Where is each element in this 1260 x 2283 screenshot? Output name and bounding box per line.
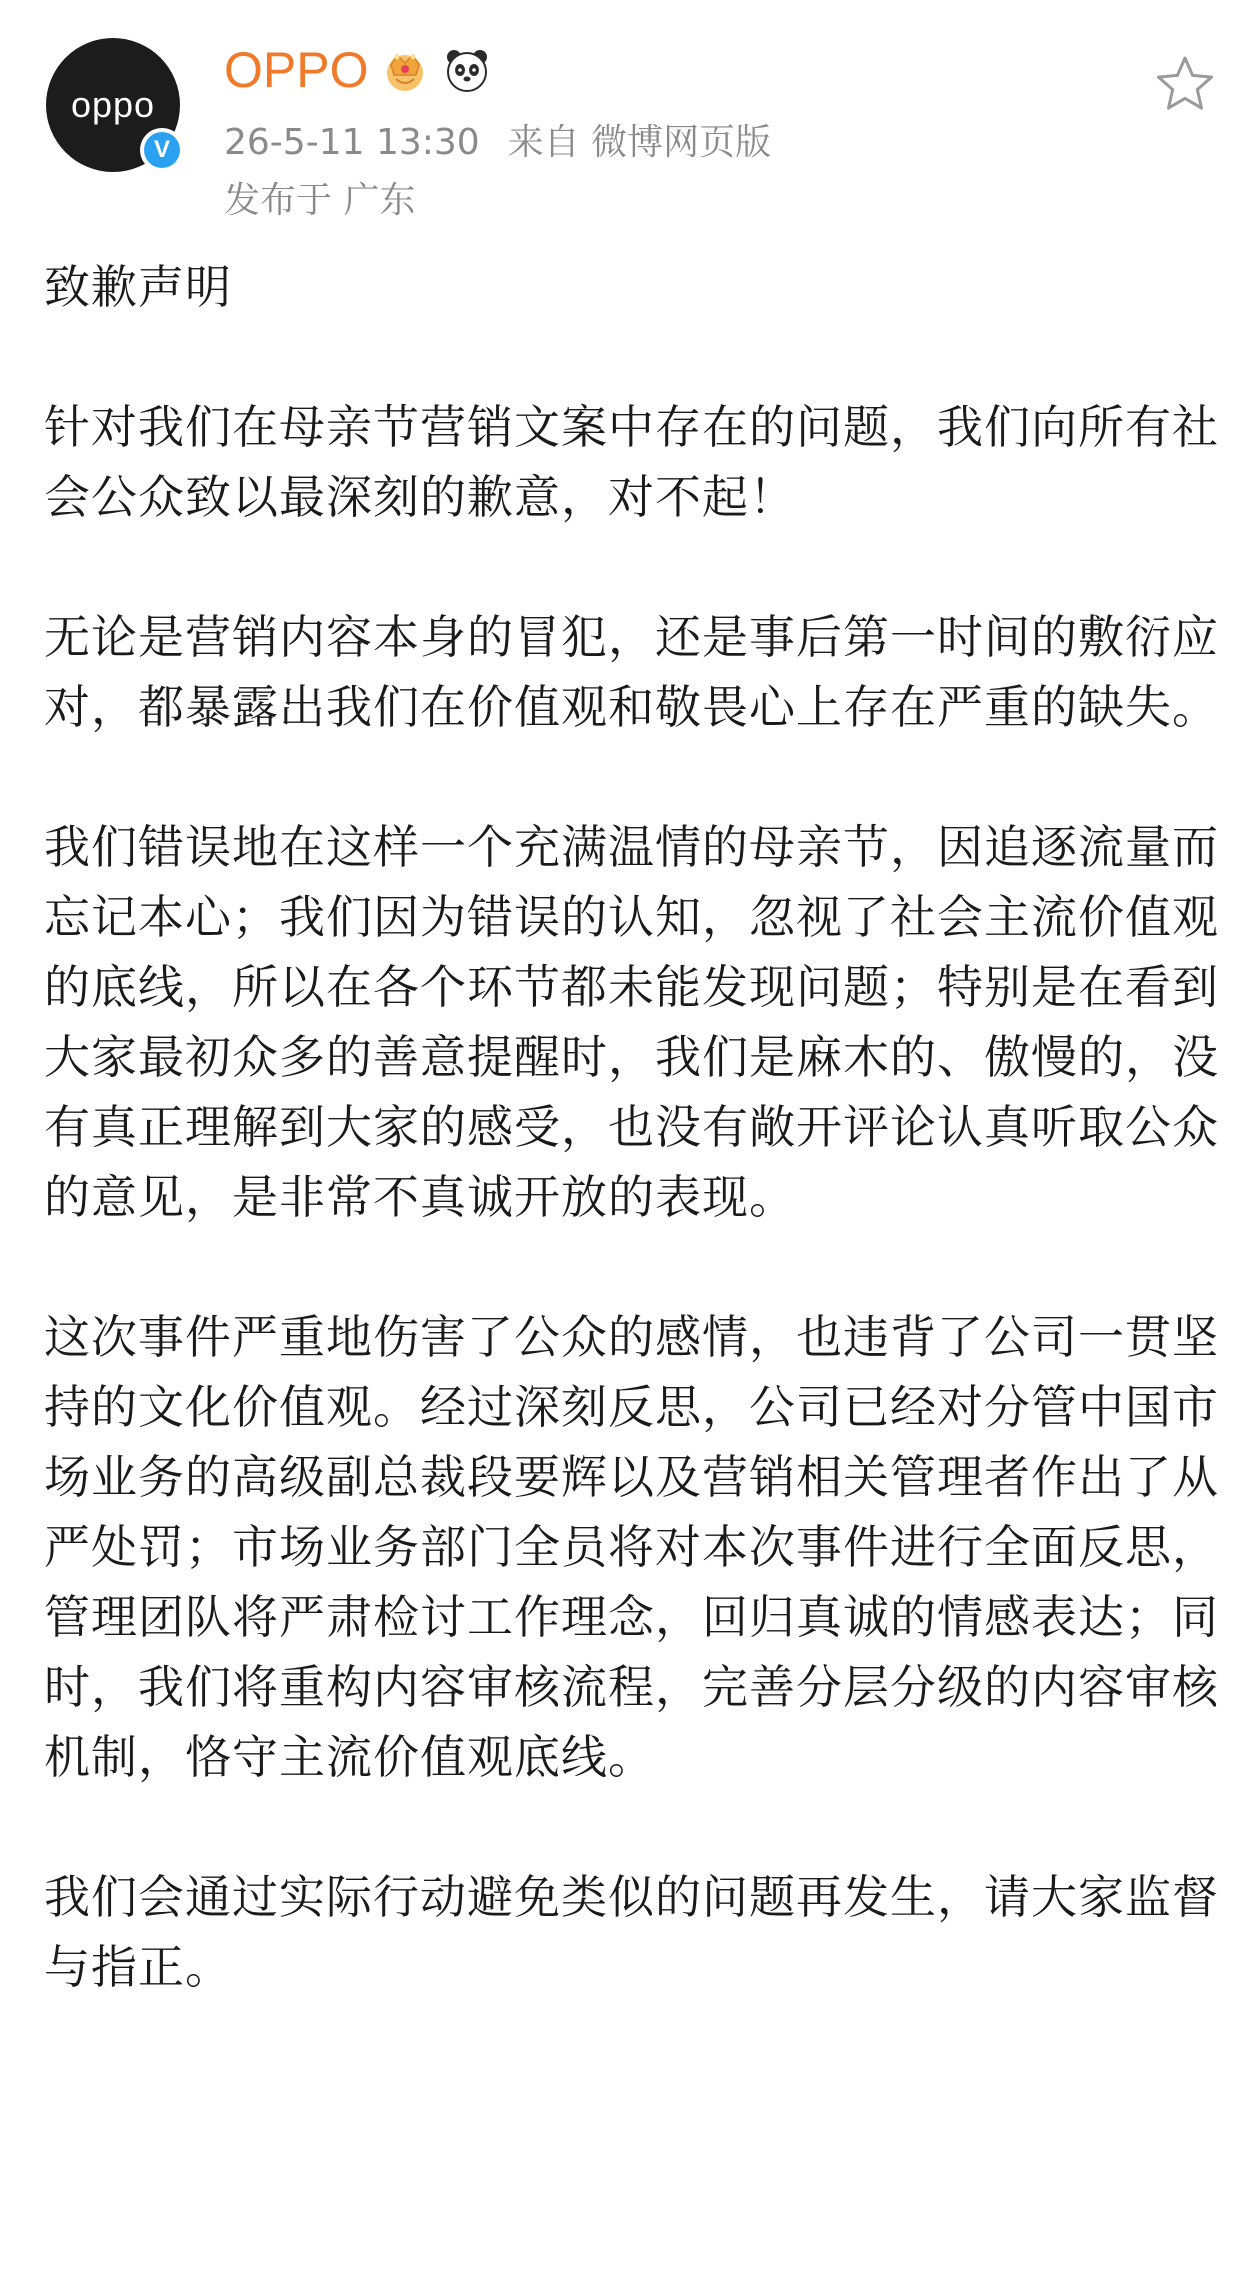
post-paragraph: 我们会通过实际行动避免类似的问题再发生，请大家监督与指正。	[44, 1870, 1219, 1994]
post-source[interactable]: 来自 微博网页版	[507, 122, 772, 163]
user-name[interactable]: OPPO	[224, 42, 369, 98]
post-paragraph: 这次事件严重地伤害了公众的感情，也违背了公司一贯坚持的文化价值观。经过深刻反思，公司已经对分管中国市场业务的高级副总裁段要辉以及营销相关管理者作出了从严处罚；市场业务部门全员将对本次事件进行全面反思，管理团队将严肃检讨工作理念，回归真诚的情感表达；同时，我们将重构内容审核流程，完善分层分级的内容审核机制，恪守主流价值观底线。	[44, 1310, 1219, 1784]
post-body	[44, 252, 1224, 2072]
post-location: 发布于 广东	[224, 180, 416, 221]
crown-badge-icon[interactable]	[380, 45, 430, 95]
post-title: 致歉声明	[44, 260, 232, 314]
verified-mark: V	[144, 132, 180, 168]
post-meta	[224, 120, 771, 166]
post-paragraph: 无论是营销内容本身的冒犯，还是事后第一时间的敷衍应对，都暴露出我们在价值观和敬畏心上存在严重的缺失。	[44, 610, 1219, 734]
avatar-logo: oppo	[46, 38, 180, 172]
post-header	[0, 0, 1260, 230]
verified-badge-icon	[140, 128, 184, 172]
post-paragraph: 针对我们在母亲节营销文案中存在的问题，我们向所有社会公众致以最深刻的歉意，对不起！	[44, 400, 1219, 524]
post-timestamp: 26-5-11 13:30	[224, 122, 480, 163]
post-paragraph: 我们错误地在这样一个充满温情的母亲节，因追逐流量而忘记本心；我们因为错误的认知，忽视了社会主流价值观的底线，所以在各个环节都未能发现问题；特别是在看到大家最初众多的善意提醒时，我们是麻木的、傲慢的，没有真正理解到大家的感受，也没有敞开评论认真听取公众的意见，是非常不真诚开放的表现。	[44, 820, 1219, 1224]
star-outline-icon[interactable]	[1152, 52, 1218, 118]
panda-badge-icon[interactable]	[442, 45, 492, 95]
user-name-row	[224, 40, 492, 100]
avatar[interactable]	[46, 38, 180, 172]
